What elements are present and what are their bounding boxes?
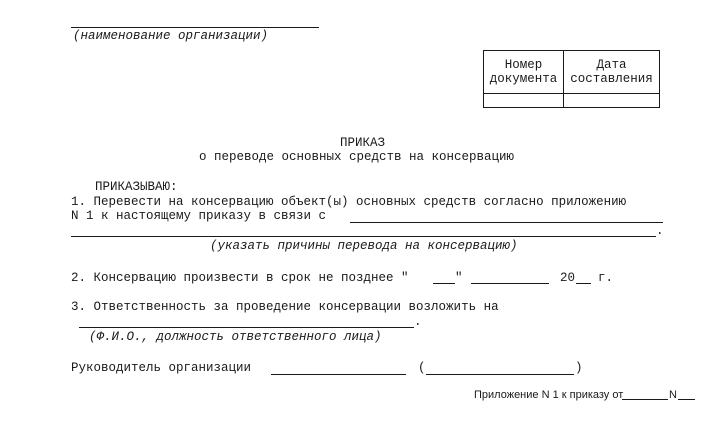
doc-number-cell[interactable]	[484, 94, 564, 108]
signature-label: Руководитель организации	[71, 361, 252, 375]
item2-year: 20	[560, 271, 576, 285]
org-name-caption: (наименование организации)	[73, 29, 269, 43]
item1-dot: .	[656, 224, 664, 238]
item2-quote: "	[455, 271, 463, 285]
appendix-text: Приложение N 1 к приказу от	[474, 389, 624, 401]
signature-field[interactable]	[271, 374, 406, 375]
item3-line1: 3. Ответственность за проведение консервации возложить на	[71, 300, 499, 314]
item1-line2: N 1 к настоящему приказу в связи с	[71, 209, 327, 223]
deadline-year-field[interactable]	[576, 283, 591, 284]
doc-date-header: Дата составления	[564, 51, 660, 94]
item1-line1: 1. Перевести на консервацию объект(ы) основных средств согласно приложению	[71, 195, 627, 209]
doc-number-header: Номер документа	[484, 51, 564, 94]
doc-date-cell[interactable]	[564, 94, 660, 108]
appendix-n: N	[669, 389, 677, 401]
responsible-person-field[interactable]	[79, 327, 414, 328]
item2-suffix: г.	[598, 271, 614, 285]
appendix-date-field[interactable]	[622, 399, 668, 400]
signature-open-paren: (	[418, 361, 426, 375]
appendix-number-field[interactable]	[678, 399, 695, 400]
item2-prefix: 2. Консервацию произвести в срок не позднее "	[71, 271, 409, 285]
reason-caption: (указать причины перевода на консервацию)	[210, 239, 518, 253]
reason-field-2[interactable]	[71, 236, 656, 237]
reason-field-1[interactable]	[350, 222, 663, 223]
page-title: ПРИКАЗ	[340, 136, 386, 150]
signature-close-paren: )	[575, 361, 583, 375]
deadline-month-field[interactable]	[471, 283, 549, 284]
responsible-caption: (Ф.И.О., должность ответственного лица)	[89, 330, 382, 344]
deadline-day-field[interactable]	[433, 283, 455, 284]
document-registration-table	[483, 50, 660, 108]
item3-dot: .	[414, 315, 422, 329]
org-name-line[interactable]	[71, 27, 319, 28]
page-subtitle: о переводе основных средств на консервацию	[199, 150, 515, 164]
order-word: ПРИКАЗЫВАЮ:	[95, 180, 178, 194]
signature-name-field[interactable]	[426, 374, 574, 375]
